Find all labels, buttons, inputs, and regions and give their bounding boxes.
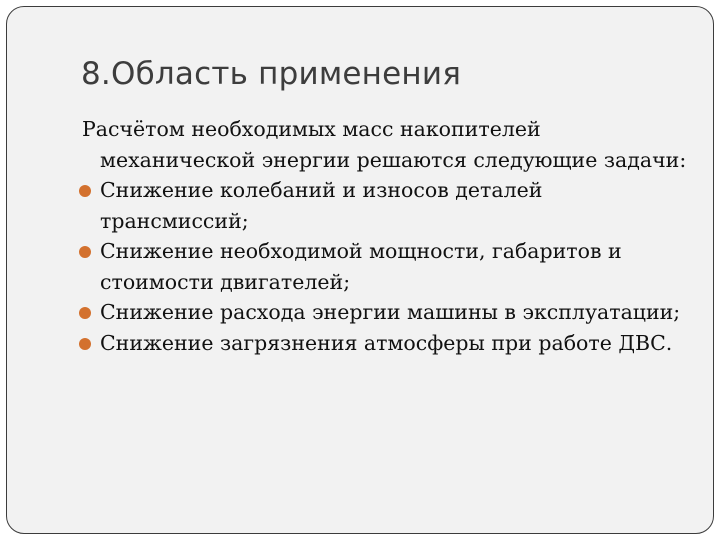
bullet-item [82, 175, 692, 236]
slide-body [82, 114, 692, 358]
bullet-text: Снижение колебаний и износов деталей трансмиссий; [100, 178, 543, 233]
intro-paragraph: Расчётом необходимых масс накопителей механической энергии решаются следующие задачи: [82, 117, 687, 172]
bullet-text: Снижение необходимой мощности, габаритов и стоимости двигателей; [100, 239, 622, 294]
bullet-item [82, 328, 692, 359]
bullet-icon [79, 338, 91, 350]
bullet-text: Снижение расхода энергии машины в эксплуатации; [100, 300, 681, 324]
bullet-icon [79, 307, 91, 319]
bullet-item [82, 236, 692, 297]
slide-title: 8.Область применения [81, 56, 462, 92]
bullet-item [82, 297, 692, 328]
bullet-text: Снижение загрязнения атмосферы при работе ДВС. [100, 330, 673, 355]
bullet-list [82, 175, 692, 358]
bullet-icon [79, 185, 91, 197]
bullet-icon [79, 246, 91, 258]
